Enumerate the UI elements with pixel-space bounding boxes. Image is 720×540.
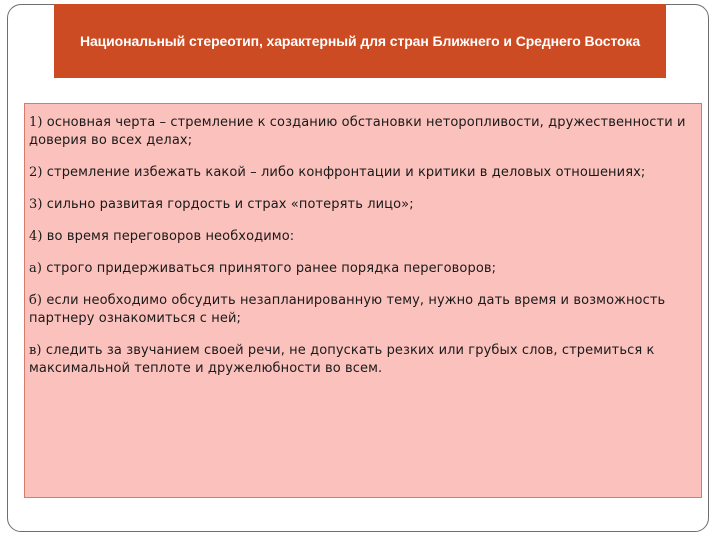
list-item-text: строго придерживаться принятого ранее порядка переговоров;: [42, 261, 497, 276]
list-marker: в): [29, 343, 42, 358]
list-item-text: следить за звучанием своей речи, не допускать резких или грубых слов, стремиться к максимальной теплоте и дружелюбности во всем.: [29, 343, 655, 376]
list-marker: 1): [29, 115, 43, 130]
list-marker: а): [29, 261, 43, 276]
list-item-b: [29, 292, 695, 328]
list-item-text: основная черта – стремление к созданию обстановки неторопливости, дружественности и доверия во всех делах;: [29, 115, 686, 148]
list-marker: 2): [29, 165, 43, 180]
list-item-text: стремление избежать какой – либо конфронтации и критики в деловых отношениях;: [42, 165, 646, 180]
list-marker: 3): [29, 197, 43, 212]
list-item-v: [29, 342, 695, 378]
slide-title: Национальный стереотип, характерный для стран Ближнего и Среднего Востока: [79, 32, 641, 49]
list-item-text: во время переговоров необходимо:: [42, 229, 295, 244]
list-item-text: сильно развитая гордость и страх «потерять лицо»;: [42, 197, 414, 212]
list-marker: б): [29, 293, 43, 308]
list-item-1: [29, 114, 695, 150]
list-item-2: [29, 164, 695, 182]
list-marker: 4): [29, 229, 43, 244]
list-item-a: [29, 260, 695, 278]
content-box: [24, 103, 702, 498]
list-item-text: если необходимо обсудить незапланированную тему, нужно дать время и возможность партнеру ознакомиться с ней;: [29, 293, 666, 326]
list-item-4: [29, 228, 695, 246]
list-item-3: [29, 196, 695, 214]
title-banner: [54, 4, 666, 78]
